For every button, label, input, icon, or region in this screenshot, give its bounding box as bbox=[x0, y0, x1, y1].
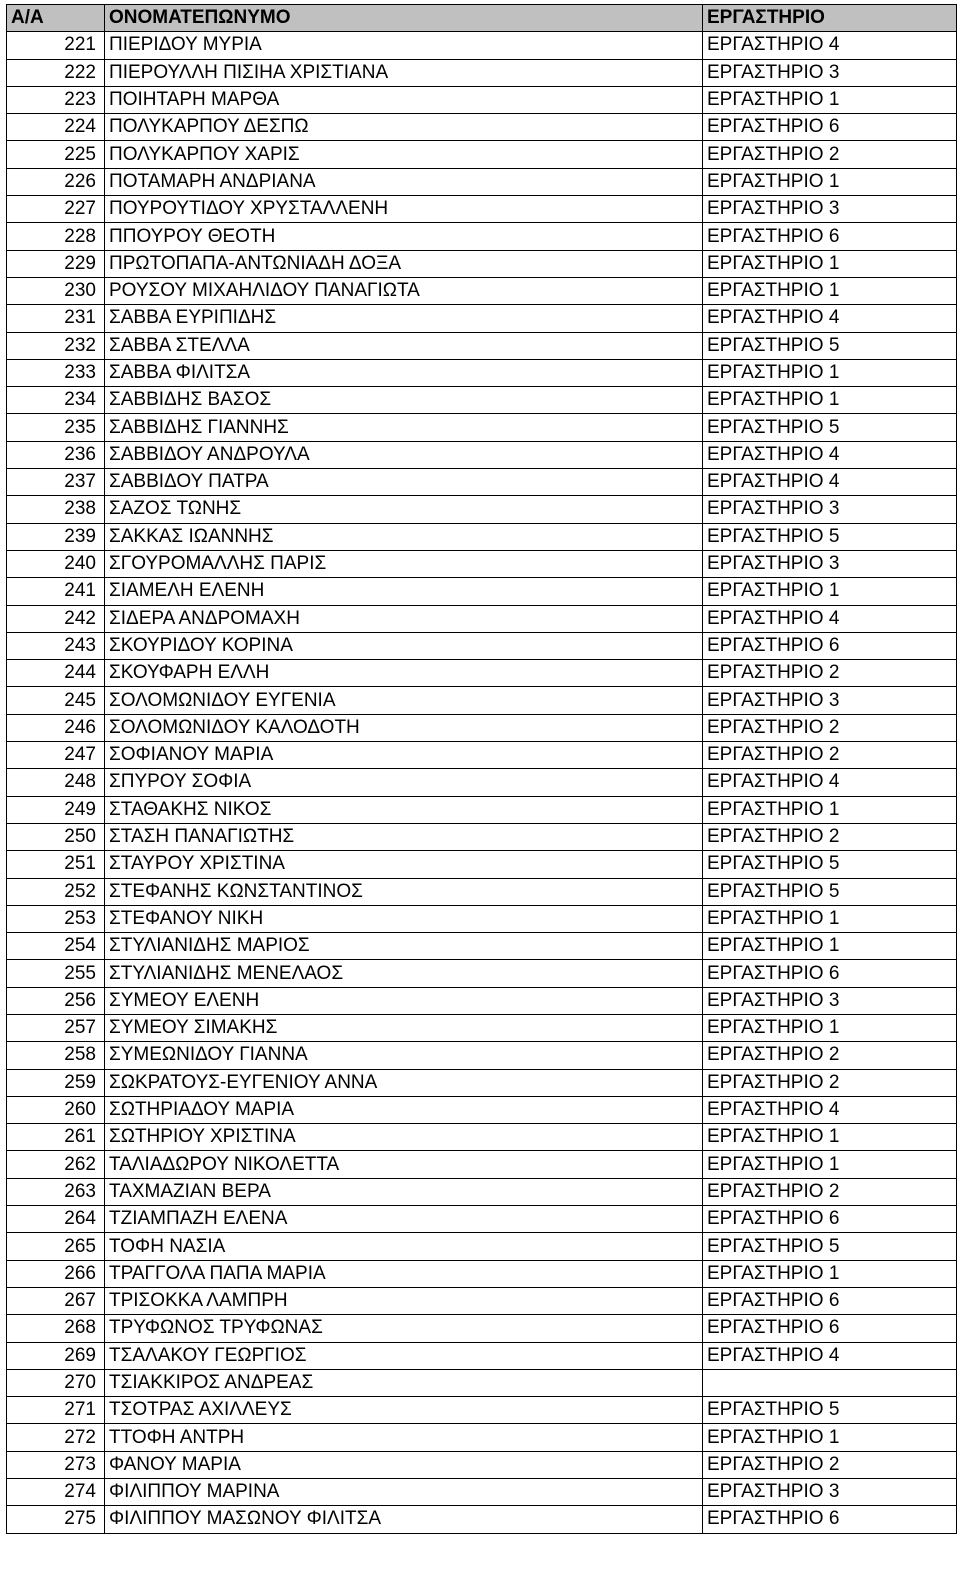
table-row bbox=[7, 32, 957, 59]
table-row bbox=[7, 878, 957, 905]
cell-name: ΣΑΒΒΑ ΦΙΛΙΤΣΑ bbox=[105, 359, 703, 386]
cell-name: ΤΡΙΣΟΚΚΑ ΛΑΜΠΡΗ bbox=[105, 1287, 703, 1314]
cell-lab: ΕΡΓΑΣΤΗΡΙΟ 1 bbox=[703, 250, 957, 277]
cell-num: 256 bbox=[7, 987, 105, 1014]
cell-lab: ΕΡΓΑΣΤΗΡΙΟ 5 bbox=[703, 332, 957, 359]
cell-name: ΡΟΥΣΟΥ ΜΙΧΑΗΛΙΔΟΥ ΠΑΝΑΓΙΩΤΑ bbox=[105, 277, 703, 304]
table-row bbox=[7, 578, 957, 605]
table-row bbox=[7, 1233, 957, 1260]
cell-num: 221 bbox=[7, 32, 105, 59]
cell-name: ΣΙΑΜΕΛΗ ΕΛΕΝΗ bbox=[105, 578, 703, 605]
cell-name: ΠΟΤΑΜΑΡΗ ΑΝΔΡΙΑΝΑ bbox=[105, 168, 703, 195]
table-row bbox=[7, 987, 957, 1014]
table-row bbox=[7, 933, 957, 960]
header-row bbox=[7, 5, 957, 32]
header-lab: ΕΡΓΑΣΤΗΡΙΟ bbox=[703, 5, 957, 32]
cell-num: 248 bbox=[7, 769, 105, 796]
table-body bbox=[7, 32, 957, 1533]
cell-num: 236 bbox=[7, 441, 105, 468]
cell-name: ΤΣΟΤΡΑΣ ΑΧΙΛΛΕΥΣ bbox=[105, 1397, 703, 1424]
table-row bbox=[7, 59, 957, 86]
cell-name: ΣΠΥΡΟΥ ΣΟΦΙΑ bbox=[105, 769, 703, 796]
table-row bbox=[7, 1287, 957, 1314]
cell-name: ΠΙΕΡΟΥΛΛΗ ΠΙΣΙΗΑ ΧΡΙΣΤΙΑΝΑ bbox=[105, 59, 703, 86]
cell-num: 249 bbox=[7, 796, 105, 823]
table-row bbox=[7, 523, 957, 550]
cell-lab: ΕΡΓΑΣΤΗΡΙΟ 1 bbox=[703, 359, 957, 386]
cell-lab: ΕΡΓΑΣΤΗΡΙΟ 5 bbox=[703, 523, 957, 550]
table-row bbox=[7, 86, 957, 113]
table-row bbox=[7, 359, 957, 386]
cell-num: 274 bbox=[7, 1479, 105, 1506]
cell-name: ΠΟΛΥΚΑΡΠΟΥ ΧΑΡΙΣ bbox=[105, 141, 703, 168]
cell-num: 273 bbox=[7, 1451, 105, 1478]
cell-lab: ΕΡΓΑΣΤΗΡΙΟ 6 bbox=[703, 1506, 957, 1533]
cell-lab: ΕΡΓΑΣΤΗΡΙΟ 4 bbox=[703, 32, 957, 59]
header-name: ΟΝΟΜΑΤΕΠΩΝΥΜΟ bbox=[105, 5, 703, 32]
header-num: Α/Α bbox=[7, 5, 105, 32]
table-row bbox=[7, 742, 957, 769]
cell-lab: ΕΡΓΑΣΤΗΡΙΟ 4 bbox=[703, 441, 957, 468]
cell-lab: ΕΡΓΑΣΤΗΡΙΟ 4 bbox=[703, 1342, 957, 1369]
table-row bbox=[7, 387, 957, 414]
cell-num: 267 bbox=[7, 1287, 105, 1314]
cell-lab: ΕΡΓΑΣΤΗΡΙΟ 1 bbox=[703, 1124, 957, 1151]
cell-name: ΤΟΦΗ ΝΑΣΙΑ bbox=[105, 1233, 703, 1260]
table-row bbox=[7, 1397, 957, 1424]
cell-lab: ΕΡΓΑΣΤΗΡΙΟ 1 bbox=[703, 796, 957, 823]
cell-name: ΤΣΑΛΑΚΟΥ ΓΕΩΡΓΙΟΣ bbox=[105, 1342, 703, 1369]
cell-num: 261 bbox=[7, 1124, 105, 1151]
cell-num: 239 bbox=[7, 523, 105, 550]
roster-table bbox=[6, 4, 957, 1534]
table-row bbox=[7, 141, 957, 168]
cell-lab: ΕΡΓΑΣΤΗΡΙΟ 3 bbox=[703, 987, 957, 1014]
cell-name: ΣΟΛΟΜΩΝΙΔΟΥ ΚΑΛΟΔΟΤΗ bbox=[105, 714, 703, 741]
cell-num: 250 bbox=[7, 823, 105, 850]
table-row bbox=[7, 1479, 957, 1506]
table-row bbox=[7, 196, 957, 223]
table-row bbox=[7, 1451, 957, 1478]
cell-name: ΦΙΛΙΠΠΟΥ ΜΑΣΩΝΟΥ ΦΙΛΙΤΣΑ bbox=[105, 1506, 703, 1533]
cell-lab: ΕΡΓΑΣΤΗΡΙΟ 3 bbox=[703, 496, 957, 523]
cell-lab bbox=[703, 1369, 957, 1396]
cell-lab: ΕΡΓΑΣΤΗΡΙΟ 2 bbox=[703, 1042, 957, 1069]
cell-name: ΦΑΝΟΥ ΜΑΡΙΑ bbox=[105, 1451, 703, 1478]
cell-name: ΣΥΜΕΟΥ ΣΙΜΑΚΗΣ bbox=[105, 1014, 703, 1041]
cell-name: ΣΑΖΟΣ ΤΩΝΗΣ bbox=[105, 496, 703, 523]
cell-name: ΣΑΒΒΙΔΟΥ ΠΑΤΡΑ bbox=[105, 469, 703, 496]
cell-name: ΣΥΜΕΟΥ ΕΛΕΝΗ bbox=[105, 987, 703, 1014]
table-row bbox=[7, 1042, 957, 1069]
cell-name: ΣΥΜΕΩΝΙΔΟΥ ΓΙΑΝΝΑ bbox=[105, 1042, 703, 1069]
cell-name: ΤΖΙΑΜΠΑΖΗ ΕΛΕΝΑ bbox=[105, 1206, 703, 1233]
table-row bbox=[7, 1178, 957, 1205]
cell-lab: ΕΡΓΑΣΤΗΡΙΟ 2 bbox=[703, 1069, 957, 1096]
cell-lab: ΕΡΓΑΣΤΗΡΙΟ 4 bbox=[703, 769, 957, 796]
cell-num: 266 bbox=[7, 1260, 105, 1287]
table-row bbox=[7, 305, 957, 332]
table-row bbox=[7, 414, 957, 441]
table-row bbox=[7, 469, 957, 496]
table-row bbox=[7, 332, 957, 359]
cell-lab: ΕΡΓΑΣΤΗΡΙΟ 2 bbox=[703, 742, 957, 769]
table-row bbox=[7, 1315, 957, 1342]
table-row bbox=[7, 1206, 957, 1233]
cell-name: ΠΟΙΗΤΑΡΗ ΜΑΡΘΑ bbox=[105, 86, 703, 113]
table-row bbox=[7, 1151, 957, 1178]
cell-num: 263 bbox=[7, 1178, 105, 1205]
cell-num: 226 bbox=[7, 168, 105, 195]
cell-lab: ΕΡΓΑΣΤΗΡΙΟ 1 bbox=[703, 1151, 957, 1178]
table-row bbox=[7, 168, 957, 195]
table-row bbox=[7, 851, 957, 878]
cell-name: ΣΤΑΣΗ ΠΑΝΑΓΙΩΤΗΣ bbox=[105, 823, 703, 850]
cell-lab: ΕΡΓΑΣΤΗΡΙΟ 1 bbox=[703, 1260, 957, 1287]
cell-name: ΠΙΕΡΙΔΟΥ ΜΥΡΙΑ bbox=[105, 32, 703, 59]
cell-num: 258 bbox=[7, 1042, 105, 1069]
table-row bbox=[7, 796, 957, 823]
cell-num: 253 bbox=[7, 905, 105, 932]
cell-lab: ΕΡΓΑΣΤΗΡΙΟ 6 bbox=[703, 1206, 957, 1233]
cell-num: 268 bbox=[7, 1315, 105, 1342]
cell-num: 222 bbox=[7, 59, 105, 86]
table-row bbox=[7, 823, 957, 850]
cell-lab: ΕΡΓΑΣΤΗΡΙΟ 1 bbox=[703, 277, 957, 304]
cell-num: 234 bbox=[7, 387, 105, 414]
cell-num: 224 bbox=[7, 114, 105, 141]
cell-num: 225 bbox=[7, 141, 105, 168]
cell-name: ΤΡΥΦΩΝΟΣ ΤΡΥΦΩΝΑΣ bbox=[105, 1315, 703, 1342]
cell-lab: ΕΡΓΑΣΤΗΡΙΟ 2 bbox=[703, 823, 957, 850]
cell-num: 259 bbox=[7, 1069, 105, 1096]
cell-name: ΤΡΑΓΓΟΛΑ ΠΑΠΑ ΜΑΡΙΑ bbox=[105, 1260, 703, 1287]
table-row bbox=[7, 223, 957, 250]
cell-num: 235 bbox=[7, 414, 105, 441]
table-row bbox=[7, 1369, 957, 1396]
cell-name: ΣΤΕΦΑΝΗΣ ΚΩΝΣΤΑΝΤΙΝΟΣ bbox=[105, 878, 703, 905]
cell-lab: ΕΡΓΑΣΤΗΡΙΟ 1 bbox=[703, 933, 957, 960]
cell-lab: ΕΡΓΑΣΤΗΡΙΟ 5 bbox=[703, 878, 957, 905]
table-row bbox=[7, 714, 957, 741]
cell-num: 243 bbox=[7, 632, 105, 659]
cell-lab: ΕΡΓΑΣΤΗΡΙΟ 4 bbox=[703, 605, 957, 632]
cell-name: ΤΣΙΑΚΚΙΡΟΣ ΑΝΔΡΕΑΣ bbox=[105, 1369, 703, 1396]
cell-lab: ΕΡΓΑΣΤΗΡΙΟ 1 bbox=[703, 387, 957, 414]
cell-name: ΠΠΟΥΡΟΥ ΘΕΟΤΗ bbox=[105, 223, 703, 250]
cell-num: 252 bbox=[7, 878, 105, 905]
cell-lab: ΕΡΓΑΣΤΗΡΙΟ 3 bbox=[703, 196, 957, 223]
cell-lab: ΕΡΓΑΣΤΗΡΙΟ 3 bbox=[703, 1479, 957, 1506]
cell-num: 232 bbox=[7, 332, 105, 359]
table-row bbox=[7, 1014, 957, 1041]
cell-name: ΣΙΔΕΡΑ ΑΝΔΡΟΜΑΧΗ bbox=[105, 605, 703, 632]
cell-lab: ΕΡΓΑΣΤΗΡΙΟ 6 bbox=[703, 1315, 957, 1342]
cell-num: 272 bbox=[7, 1424, 105, 1451]
cell-lab: ΕΡΓΑΣΤΗΡΙΟ 3 bbox=[703, 550, 957, 577]
table-row bbox=[7, 277, 957, 304]
table-row bbox=[7, 1096, 957, 1123]
cell-lab: ΕΡΓΑΣΤΗΡΙΟ 3 bbox=[703, 59, 957, 86]
cell-num: 228 bbox=[7, 223, 105, 250]
cell-lab: ΕΡΓΑΣΤΗΡΙΟ 6 bbox=[703, 632, 957, 659]
cell-lab: ΕΡΓΑΣΤΗΡΙΟ 6 bbox=[703, 1287, 957, 1314]
cell-lab: ΕΡΓΑΣΤΗΡΙΟ 1 bbox=[703, 86, 957, 113]
table-row bbox=[7, 1124, 957, 1151]
cell-lab: ΕΡΓΑΣΤΗΡΙΟ 5 bbox=[703, 851, 957, 878]
table-row bbox=[7, 632, 957, 659]
cell-name: ΤΑΧΜΑΖΙΑΝ ΒΕΡΑ bbox=[105, 1178, 703, 1205]
cell-lab: ΕΡΓΑΣΤΗΡΙΟ 6 bbox=[703, 960, 957, 987]
cell-lab: ΕΡΓΑΣΤΗΡΙΟ 1 bbox=[703, 905, 957, 932]
table-row bbox=[7, 769, 957, 796]
cell-num: 247 bbox=[7, 742, 105, 769]
cell-num: 231 bbox=[7, 305, 105, 332]
cell-name: ΣΓΟΥΡΟΜΑΛΛΗΣ ΠΑΡΙΣ bbox=[105, 550, 703, 577]
cell-lab: ΕΡΓΑΣΤΗΡΙΟ 2 bbox=[703, 714, 957, 741]
cell-num: 257 bbox=[7, 1014, 105, 1041]
cell-num: 270 bbox=[7, 1369, 105, 1396]
cell-num: 264 bbox=[7, 1206, 105, 1233]
table-row bbox=[7, 496, 957, 523]
cell-num: 275 bbox=[7, 1506, 105, 1533]
cell-lab: ΕΡΓΑΣΤΗΡΙΟ 2 bbox=[703, 1451, 957, 1478]
cell-lab: ΕΡΓΑΣΤΗΡΙΟ 5 bbox=[703, 1397, 957, 1424]
cell-lab: ΕΡΓΑΣΤΗΡΙΟ 1 bbox=[703, 1014, 957, 1041]
cell-num: 229 bbox=[7, 250, 105, 277]
cell-name: ΠΟΛΥΚΑΡΠΟΥ ΔΕΣΠΩ bbox=[105, 114, 703, 141]
table-row bbox=[7, 1506, 957, 1533]
cell-lab: ΕΡΓΑΣΤΗΡΙΟ 2 bbox=[703, 660, 957, 687]
table-row bbox=[7, 250, 957, 277]
cell-name: ΦΙΛΙΠΠΟΥ ΜΑΡΙΝΑ bbox=[105, 1479, 703, 1506]
cell-lab: ΕΡΓΑΣΤΗΡΙΟ 1 bbox=[703, 168, 957, 195]
cell-num: 237 bbox=[7, 469, 105, 496]
cell-num: 240 bbox=[7, 550, 105, 577]
cell-name: ΣΟΦΙΑΝΟΥ ΜΑΡΙΑ bbox=[105, 742, 703, 769]
table-row bbox=[7, 1424, 957, 1451]
cell-num: 265 bbox=[7, 1233, 105, 1260]
cell-name: ΣΑΒΒΙΔΗΣ ΒΑΣΟΣ bbox=[105, 387, 703, 414]
cell-name: ΤΑΛΙΑΔΩΡΟΥ ΝΙΚΟΛΕΤΤΑ bbox=[105, 1151, 703, 1178]
cell-lab: ΕΡΓΑΣΤΗΡΙΟ 1 bbox=[703, 1424, 957, 1451]
cell-name: ΤΤΟΦΗ ΑΝΤΡΗ bbox=[105, 1424, 703, 1451]
cell-lab: ΕΡΓΑΣΤΗΡΙΟ 4 bbox=[703, 1096, 957, 1123]
cell-lab: ΕΡΓΑΣΤΗΡΙΟ 6 bbox=[703, 223, 957, 250]
cell-name: ΣΤΥΛΙΑΝΙΔΗΣ ΜΑΡΙΟΣ bbox=[105, 933, 703, 960]
cell-lab: ΕΡΓΑΣΤΗΡΙΟ 5 bbox=[703, 414, 957, 441]
cell-num: 223 bbox=[7, 86, 105, 113]
cell-name: ΣΚΟΥΦΑΡΗ ΕΛΛΗ bbox=[105, 660, 703, 687]
cell-name: ΣΩΚΡΑΤΟΥΣ-ΕΥΓΕΝΙΟΥ ΑΝΝΑ bbox=[105, 1069, 703, 1096]
cell-num: 227 bbox=[7, 196, 105, 223]
cell-num: 245 bbox=[7, 687, 105, 714]
cell-name: ΣΑΚΚΑΣ ΙΩΑΝΝΗΣ bbox=[105, 523, 703, 550]
cell-num: 251 bbox=[7, 851, 105, 878]
cell-lab: ΕΡΓΑΣΤΗΡΙΟ 4 bbox=[703, 469, 957, 496]
table-row bbox=[7, 114, 957, 141]
cell-num: 233 bbox=[7, 359, 105, 386]
cell-lab: ΕΡΓΑΣΤΗΡΙΟ 3 bbox=[703, 687, 957, 714]
cell-name: ΠΡΩΤΟΠΑΠΑ-ΑΝΤΩΝΙΑΔΗ ΔΟΞΑ bbox=[105, 250, 703, 277]
cell-lab: ΕΡΓΑΣΤΗΡΙΟ 2 bbox=[703, 1178, 957, 1205]
cell-name: ΣΤΕΦΑΝΟΥ ΝΙΚΗ bbox=[105, 905, 703, 932]
table-row bbox=[7, 1342, 957, 1369]
cell-name: ΣΩΤΗΡΙΟΥ ΧΡΙΣΤΙΝΑ bbox=[105, 1124, 703, 1151]
cell-num: 271 bbox=[7, 1397, 105, 1424]
cell-num: 244 bbox=[7, 660, 105, 687]
cell-name: ΠΟΥΡΟΥΤΙΔΟΥ ΧΡΥΣΤΑΛΛΕΝΗ bbox=[105, 196, 703, 223]
cell-num: 269 bbox=[7, 1342, 105, 1369]
cell-num: 246 bbox=[7, 714, 105, 741]
cell-name: ΣΑΒΒΙΔΗΣ ΓΙΑΝΝΗΣ bbox=[105, 414, 703, 441]
cell-num: 230 bbox=[7, 277, 105, 304]
cell-num: 260 bbox=[7, 1096, 105, 1123]
table-row bbox=[7, 960, 957, 987]
cell-num: 241 bbox=[7, 578, 105, 605]
cell-num: 255 bbox=[7, 960, 105, 987]
cell-lab: ΕΡΓΑΣΤΗΡΙΟ 6 bbox=[703, 114, 957, 141]
cell-name: ΣΩΤΗΡΙΑΔΟΥ ΜΑΡΙΑ bbox=[105, 1096, 703, 1123]
table-row bbox=[7, 605, 957, 632]
cell-lab: ΕΡΓΑΣΤΗΡΙΟ 5 bbox=[703, 1233, 957, 1260]
cell-lab: ΕΡΓΑΣΤΗΡΙΟ 2 bbox=[703, 141, 957, 168]
table-row bbox=[7, 1069, 957, 1096]
cell-num: 262 bbox=[7, 1151, 105, 1178]
table-row bbox=[7, 660, 957, 687]
cell-lab: ΕΡΓΑΣΤΗΡΙΟ 4 bbox=[703, 305, 957, 332]
cell-name: ΣΚΟΥΡΙΔΟΥ ΚΟΡΙΝΑ bbox=[105, 632, 703, 659]
cell-name: ΣΑΒΒΑ ΕΥΡΙΠΙΔΗΣ bbox=[105, 305, 703, 332]
table-row bbox=[7, 1260, 957, 1287]
cell-num: 238 bbox=[7, 496, 105, 523]
table-row bbox=[7, 905, 957, 932]
table-row bbox=[7, 550, 957, 577]
cell-name: ΣΤΑΘΑΚΗΣ ΝΙΚΟΣ bbox=[105, 796, 703, 823]
cell-name: ΣΤΑΥΡΟΥ ΧΡΙΣΤΙΝΑ bbox=[105, 851, 703, 878]
cell-name: ΣΑΒΒΑ ΣΤΕΛΛΑ bbox=[105, 332, 703, 359]
cell-name: ΣΤΥΛΙΑΝΙΔΗΣ ΜΕΝΕΛΑΟΣ bbox=[105, 960, 703, 987]
cell-name: ΣΟΛΟΜΩΝΙΔΟΥ ΕΥΓΕΝΙΑ bbox=[105, 687, 703, 714]
cell-num: 242 bbox=[7, 605, 105, 632]
cell-name: ΣΑΒΒΙΔΟΥ ΑΝΔΡΟΥΛΑ bbox=[105, 441, 703, 468]
table-row bbox=[7, 687, 957, 714]
cell-num: 254 bbox=[7, 933, 105, 960]
table-row bbox=[7, 441, 957, 468]
cell-lab: ΕΡΓΑΣΤΗΡΙΟ 1 bbox=[703, 578, 957, 605]
